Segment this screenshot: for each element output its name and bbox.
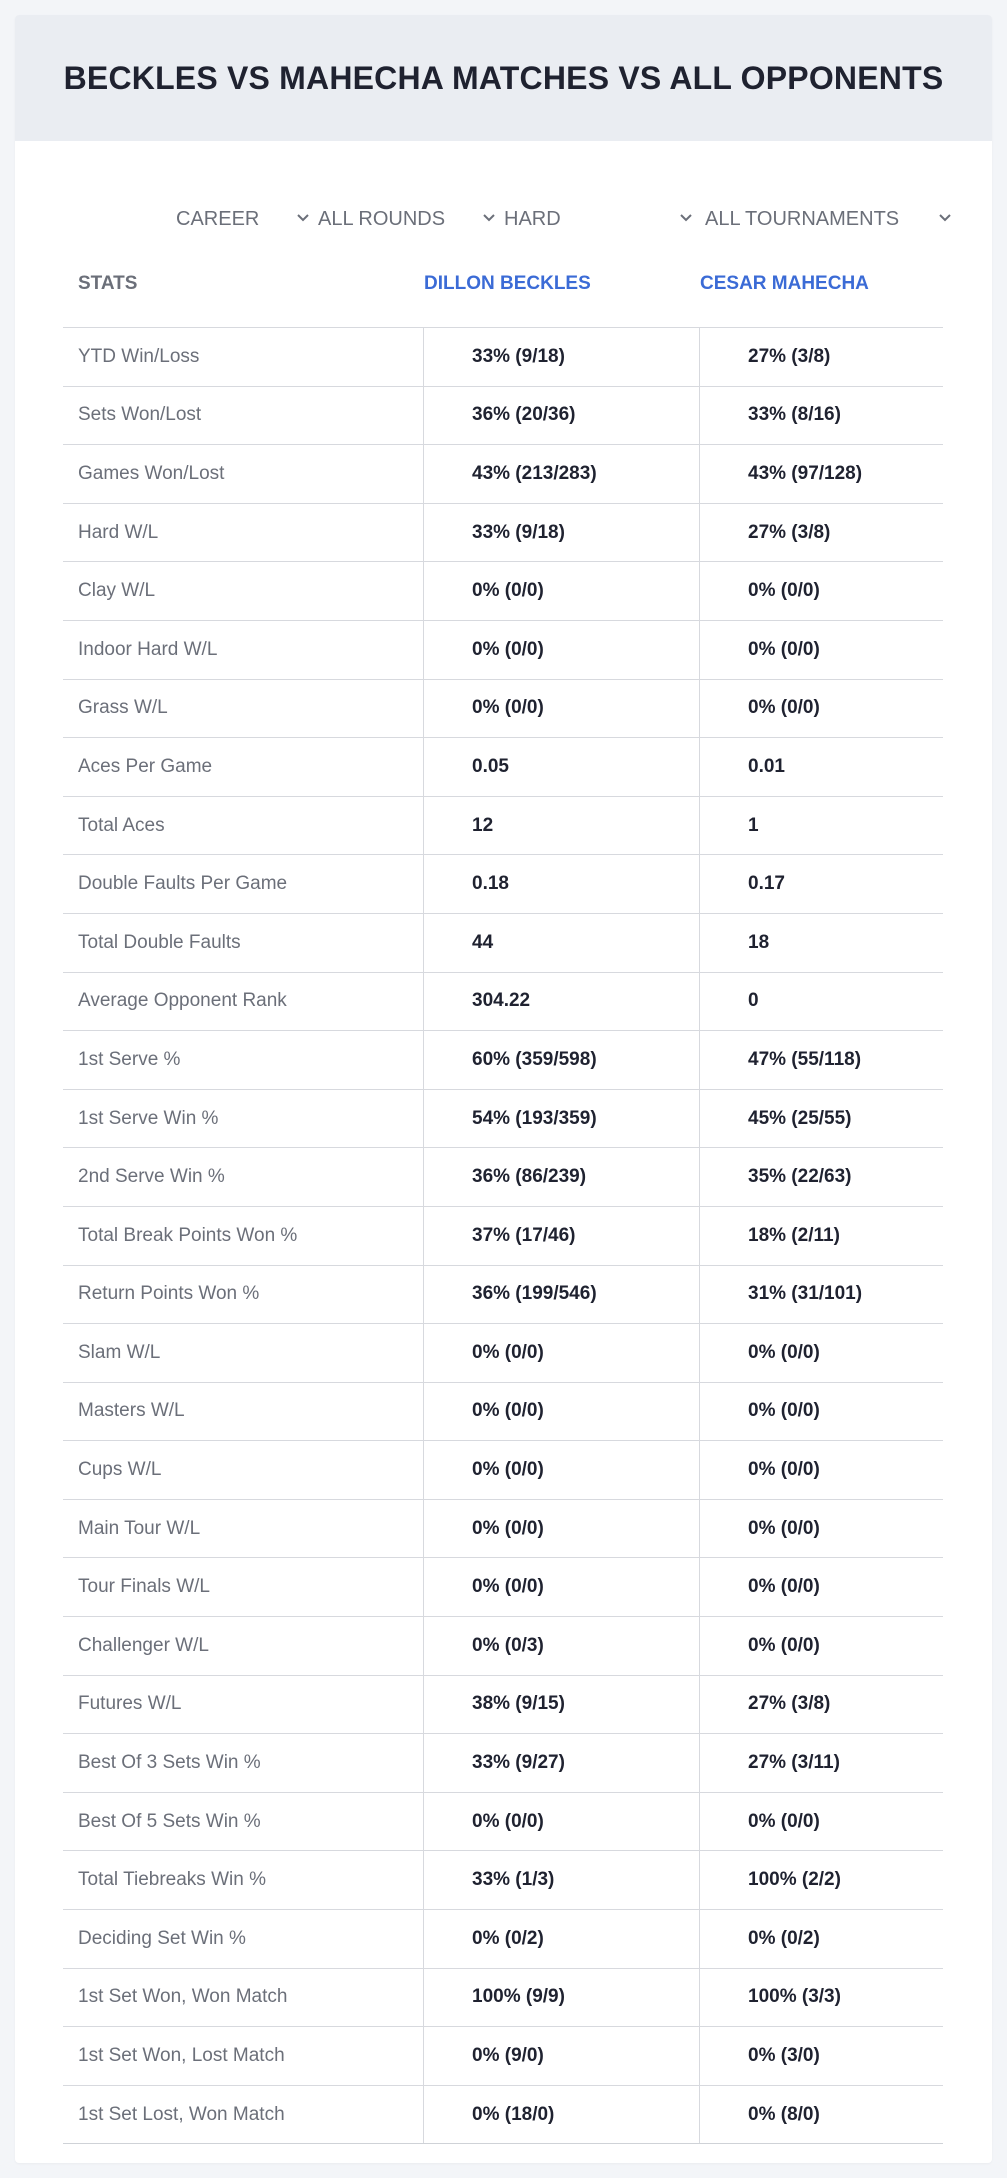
stat-label: 2nd Serve Win % bbox=[78, 1166, 225, 1188]
player2-value: 0% (0/0) bbox=[699, 1441, 943, 1499]
player1-value: 36% (86/239) bbox=[423, 1148, 699, 1206]
surface-select[interactable] bbox=[504, 187, 704, 251]
table-row bbox=[63, 855, 943, 914]
table-row bbox=[63, 445, 943, 504]
player2-value: 100% (3/3) bbox=[699, 1969, 943, 2027]
stat-label: Main Tour W/L bbox=[78, 1517, 201, 1539]
player2-value: 18 bbox=[699, 914, 943, 972]
player2-value: 27% (3/8) bbox=[699, 1676, 943, 1734]
tournament-select[interactable] bbox=[705, 187, 965, 251]
player2-value: 0% (0/0) bbox=[699, 1383, 943, 1441]
player2-value: 0% (0/0) bbox=[699, 1324, 943, 1382]
table-row bbox=[63, 1266, 943, 1325]
stat-label: 1st Serve Win % bbox=[78, 1107, 219, 1129]
table-row bbox=[63, 2027, 943, 2086]
stat-label: Total Aces bbox=[78, 814, 165, 836]
player2-value: 0 bbox=[699, 973, 943, 1031]
stat-label: 1st Set Won, Won Match bbox=[78, 1986, 288, 2008]
table-row bbox=[63, 1148, 943, 1207]
player2-column-header[interactable]: CESAR MAHECHA bbox=[700, 273, 869, 294]
table-row bbox=[63, 680, 943, 739]
stat-label: Indoor Hard W/L bbox=[78, 638, 218, 660]
player1-value: 100% (9/9) bbox=[423, 1969, 699, 2027]
table-row bbox=[63, 1441, 943, 1500]
stat-label: Futures W/L bbox=[78, 1693, 182, 1715]
stat-label: 1st Set Won, Lost Match bbox=[78, 2045, 285, 2067]
stat-label: Aces Per Game bbox=[78, 755, 213, 777]
player1-value: 0% (0/0) bbox=[423, 1324, 699, 1382]
stat-label: Games Won/Lost bbox=[78, 462, 225, 484]
player1-value: 0% (0/0) bbox=[423, 621, 699, 679]
player2-value: 33% (8/16) bbox=[699, 387, 943, 445]
table-row bbox=[63, 1500, 943, 1559]
player2-value: 0% (0/2) bbox=[699, 1910, 943, 1968]
table-row bbox=[63, 1207, 943, 1266]
player2-value: 0% (0/0) bbox=[699, 1793, 943, 1851]
table-header bbox=[63, 251, 943, 328]
stat-label: Masters W/L bbox=[78, 1400, 185, 1422]
table-row bbox=[63, 387, 943, 446]
stat-label: Total Tiebreaks Win % bbox=[78, 1869, 266, 1891]
player1-value: 33% (1/3) bbox=[423, 1851, 699, 1909]
table-row bbox=[63, 562, 943, 621]
stats-table bbox=[63, 251, 943, 2144]
player1-value: 0.05 bbox=[423, 738, 699, 796]
card-header bbox=[15, 15, 992, 141]
player1-value: 54% (193/359) bbox=[423, 1090, 699, 1148]
player2-value: 0% (8/0) bbox=[699, 2086, 943, 2144]
player2-value: 31% (31/101) bbox=[699, 1266, 943, 1324]
player1-value: 0.18 bbox=[423, 855, 699, 913]
player1-value: 36% (199/546) bbox=[423, 1266, 699, 1324]
period-select[interactable] bbox=[176, 187, 321, 251]
table-row bbox=[63, 1910, 943, 1969]
player2-value: 100% (2/2) bbox=[699, 1851, 943, 1909]
player2-value: 0% (3/0) bbox=[699, 2027, 943, 2085]
table-row bbox=[63, 1851, 943, 1910]
player2-value: 27% (3/8) bbox=[699, 504, 943, 562]
table-row bbox=[63, 1969, 943, 2028]
table-row bbox=[63, 1734, 943, 1793]
round-select-value: ALL ROUNDS bbox=[318, 207, 446, 230]
stat-label: Best Of 3 Sets Win % bbox=[78, 1752, 261, 1774]
stat-label: Cups W/L bbox=[78, 1459, 162, 1481]
stat-label: Grass W/L bbox=[78, 697, 168, 719]
stat-label: Hard W/L bbox=[78, 521, 159, 543]
table-row bbox=[63, 1793, 943, 1852]
stat-label: Best Of 5 Sets Win % bbox=[78, 1810, 261, 1832]
chevron-down-icon bbox=[294, 209, 312, 227]
player1-column-header[interactable]: DILLON BECKLES bbox=[424, 273, 591, 294]
player2-value: 0.17 bbox=[699, 855, 943, 913]
player1-value: 37% (17/46) bbox=[423, 1207, 699, 1265]
stat-label: Tour Finals W/L bbox=[78, 1576, 210, 1598]
player1-value: 43% (213/283) bbox=[423, 445, 699, 503]
player2-value: 27% (3/8) bbox=[699, 328, 943, 386]
player2-value: 0% (0/0) bbox=[699, 1558, 943, 1616]
player1-value: 38% (9/15) bbox=[423, 1676, 699, 1734]
table-row bbox=[63, 1383, 943, 1442]
stats-card bbox=[15, 15, 992, 2163]
stat-label: 1st Serve % bbox=[78, 1048, 181, 1070]
player1-value: 0% (0/0) bbox=[423, 1558, 699, 1616]
stat-label: Clay W/L bbox=[78, 580, 156, 602]
player2-value: 47% (55/118) bbox=[699, 1031, 943, 1089]
stat-label: Deciding Set Win % bbox=[78, 1927, 246, 1949]
table-row bbox=[63, 914, 943, 973]
table-row bbox=[63, 1676, 943, 1735]
player1-value: 0% (0/0) bbox=[423, 1441, 699, 1499]
player2-value: 0.01 bbox=[699, 738, 943, 796]
player1-value: 44 bbox=[423, 914, 699, 972]
player2-value: 45% (25/55) bbox=[699, 1090, 943, 1148]
stat-label: Average Opponent Rank bbox=[78, 990, 287, 1012]
stat-label: Challenger W/L bbox=[78, 1634, 209, 1656]
surface-select-value: HARD bbox=[504, 207, 561, 230]
table-row bbox=[63, 328, 943, 387]
player2-value: 0% (0/0) bbox=[699, 621, 943, 679]
player2-value: 0% (0/0) bbox=[699, 562, 943, 620]
player1-value: 304.22 bbox=[423, 973, 699, 1031]
filter-bar bbox=[15, 187, 992, 251]
player2-value: 43% (97/128) bbox=[699, 445, 943, 503]
stat-label: Total Double Faults bbox=[78, 931, 241, 953]
player2-value: 35% (22/63) bbox=[699, 1148, 943, 1206]
player1-value: 0% (0/0) bbox=[423, 1500, 699, 1558]
table-row bbox=[63, 1324, 943, 1383]
table-row bbox=[63, 2086, 943, 2145]
table-row bbox=[63, 1617, 943, 1676]
tournament-select-value: ALL TOURNAMENTS bbox=[705, 207, 900, 230]
chevron-down-icon bbox=[936, 209, 954, 227]
chevron-down-icon bbox=[677, 209, 695, 227]
table-row bbox=[63, 738, 943, 797]
stat-label: Sets Won/Lost bbox=[78, 404, 202, 426]
stat-label: YTD Win/Loss bbox=[78, 345, 200, 367]
player2-value: 0% (0/0) bbox=[699, 1617, 943, 1675]
player2-value: 0% (0/0) bbox=[699, 680, 943, 738]
player1-value: 0% (0/2) bbox=[423, 1910, 699, 1968]
stats-column-header: STATS bbox=[78, 273, 138, 294]
player1-value: 0% (0/0) bbox=[423, 1383, 699, 1441]
player1-value: 0% (18/0) bbox=[423, 2086, 699, 2144]
stat-label: Slam W/L bbox=[78, 1341, 161, 1363]
stat-label: Double Faults Per Game bbox=[78, 873, 288, 895]
player1-value: 12 bbox=[423, 797, 699, 855]
table-row bbox=[63, 797, 943, 856]
player1-value: 0% (0/3) bbox=[423, 1617, 699, 1675]
page-title: BECKLES VS MAHECHA MATCHES VS ALL OPPONENTS bbox=[63, 59, 944, 96]
player1-value: 0% (9/0) bbox=[423, 2027, 699, 2085]
table-row bbox=[63, 973, 943, 1032]
table-row bbox=[63, 1031, 943, 1090]
player1-value: 0% (0/0) bbox=[423, 1793, 699, 1851]
player2-value: 1 bbox=[699, 797, 943, 855]
player2-value: 18% (2/11) bbox=[699, 1207, 943, 1265]
player1-value: 60% (359/598) bbox=[423, 1031, 699, 1089]
player2-value: 27% (3/11) bbox=[699, 1734, 943, 1792]
player1-value: 33% (9/27) bbox=[423, 1734, 699, 1792]
table-row bbox=[63, 621, 943, 680]
player1-value: 0% (0/0) bbox=[423, 680, 699, 738]
table-row bbox=[63, 1558, 943, 1617]
chevron-down-icon bbox=[480, 209, 498, 227]
stat-label: Total Break Points Won % bbox=[78, 1224, 298, 1246]
player1-value: 33% (9/18) bbox=[423, 328, 699, 386]
period-select-value: CAREER bbox=[176, 207, 260, 230]
player1-value: 36% (20/36) bbox=[423, 387, 699, 445]
player2-value: 0% (0/0) bbox=[699, 1500, 943, 1558]
stat-label: 1st Set Lost, Won Match bbox=[78, 2103, 285, 2125]
round-select[interactable] bbox=[318, 187, 503, 251]
table-row bbox=[63, 504, 943, 563]
table-body bbox=[63, 328, 943, 2144]
table-row bbox=[63, 1090, 943, 1149]
stat-label: Return Points Won % bbox=[78, 1283, 260, 1305]
player1-value: 0% (0/0) bbox=[423, 562, 699, 620]
player1-value: 33% (9/18) bbox=[423, 504, 699, 562]
